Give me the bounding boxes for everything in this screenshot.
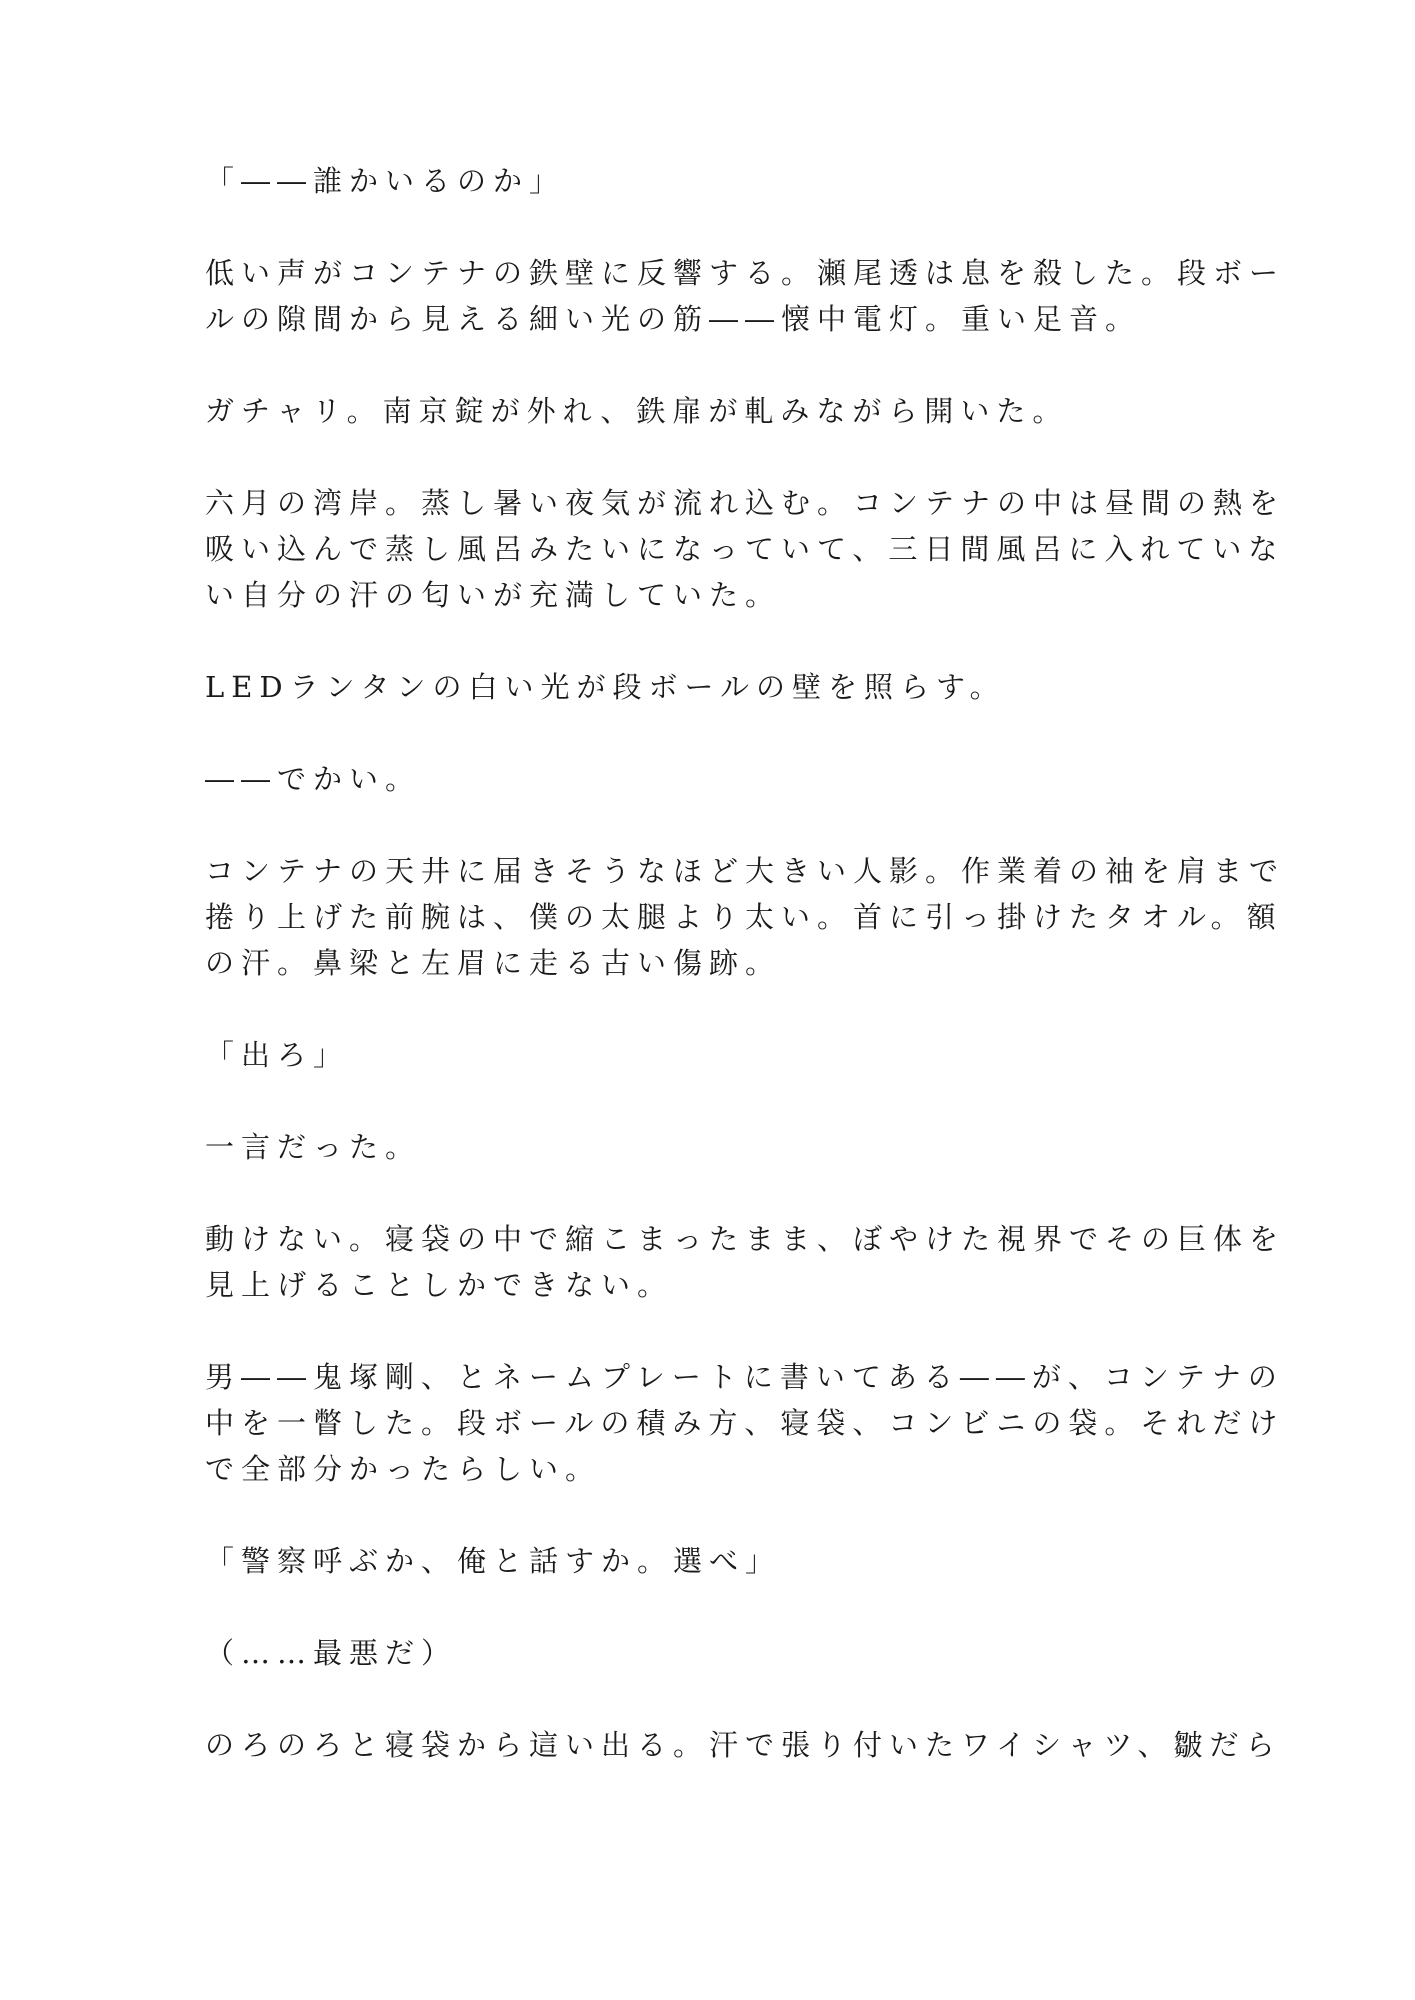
paragraph xyxy=(205,1354,1285,1492)
text-line: 吸い込んで蒸し風呂みたいになっていて、三日間風呂に入れていな xyxy=(205,532,1285,566)
text-line: のろのろと寝袋から這い出る。汗で張り付いたワイシャツ、皺だら xyxy=(205,1728,1282,1762)
text-line: 「出ろ」 xyxy=(205,1038,350,1072)
paragraph xyxy=(205,480,1286,618)
text-line: 低い声がコンテナの鉄壁に反響する。瀬尾透は息を殺した。段ボー xyxy=(205,256,1286,290)
text-line: LEDランタンの白い光が段ボールの壁を照らす。 xyxy=(205,670,1006,704)
paragraph xyxy=(205,756,1215,802)
text-line: 「警察呼ぶか、俺と話すか。選べ」 xyxy=(205,1544,782,1578)
paragraph xyxy=(205,1124,1215,1170)
paragraph xyxy=(205,1538,1215,1584)
paragraph xyxy=(205,250,1286,342)
text-line: 六月の湾岸。蒸し暑い夜気が流れ込む。コンテナの中は昼間の熱を xyxy=(205,486,1286,520)
paragraph xyxy=(205,848,1286,986)
text-line: ガチャリ。南京錠が外れ、鉄扉が軋みながら開いた。 xyxy=(205,394,1069,428)
paragraph xyxy=(205,1630,1215,1676)
text-line: 「――誰かいるのか」 xyxy=(205,164,566,198)
text-line: で全部分かったらしい。 xyxy=(205,1452,602,1486)
text-line: （……最悪だ） xyxy=(205,1636,458,1670)
text-line: 男――鬼塚剛、とネームプレートに書いてある――が、コンテナの xyxy=(205,1360,1284,1394)
text-line: ルの隙間から見える細い光の筋――懐中電灯。重い足音。 xyxy=(205,302,1142,336)
text-line: コンテナの天井に届きそうなほど大きい人影。作業着の袖を肩まで xyxy=(205,854,1286,888)
paragraph xyxy=(205,1722,1282,1768)
text-line: 捲り上げた前腕は、僕の太腿より太い。首に引っ掛けたタオル。額 xyxy=(205,900,1283,934)
text-line: ――でかい。 xyxy=(205,762,422,796)
paragraph xyxy=(205,388,1215,434)
text-line: い自分の汗の匂いが充満していた。 xyxy=(205,578,782,612)
body-text xyxy=(205,158,1286,1814)
text-line: 一言だった。 xyxy=(205,1130,422,1164)
paragraph xyxy=(205,664,1215,710)
paragraph xyxy=(205,158,1215,204)
text-line: の汗。鼻梁と左眉に走る古い傷跡。 xyxy=(205,946,782,980)
text-line: 中を一瞥した。段ボールの積み方、寝袋、コンビニの袋。それだけ xyxy=(205,1406,1285,1440)
paragraph xyxy=(205,1032,1215,1078)
paragraph xyxy=(205,1216,1286,1308)
text-line: 動けない。寝袋の中で縮こまったまま、ぼやけた視界でその巨体を xyxy=(205,1222,1286,1256)
text-line: 見上げることしかできない。 xyxy=(205,1268,674,1302)
